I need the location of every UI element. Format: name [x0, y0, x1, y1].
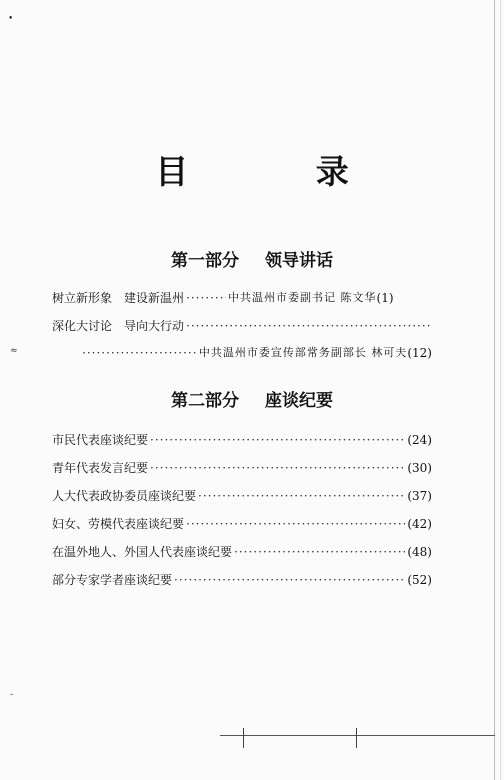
leader-dots [150, 460, 405, 476]
leader-dots [82, 345, 197, 361]
toc-entry[interactable] [52, 488, 432, 504]
leader-dots [234, 544, 405, 560]
entry-page: (42) [407, 517, 432, 531]
entry-page: (48) [407, 545, 432, 559]
scan-speck: • [8, 14, 14, 24]
entry-title: 树立新形象 建设新温州 [52, 291, 185, 305]
entry-title: 人大代表政协委员座谈纪要 [52, 489, 197, 503]
entry-page: (37) [407, 489, 432, 503]
toc-entry-continuation[interactable] [80, 345, 432, 361]
section-heading-1 [0, 246, 504, 271]
toc-entry[interactable] [52, 572, 432, 588]
entry-page: (52) [407, 573, 432, 587]
toc-entry[interactable] [52, 516, 432, 532]
toc-entry[interactable] [52, 544, 432, 560]
leader-dots [198, 488, 405, 504]
section-heading-2 [0, 386, 504, 411]
entry-page: (24) [407, 433, 432, 447]
entry-title: 青年代表发言纪要 [52, 461, 149, 475]
entry-title: 在温外地人、外国人代表座谈纪要 [52, 545, 233, 559]
entry-page: (30) [407, 461, 432, 475]
section-name: 座谈纪要 [265, 391, 333, 411]
toc-entry[interactable] [52, 460, 432, 476]
bottom-rule [220, 735, 495, 736]
section-part: 第二部分 [171, 391, 239, 411]
scan-speck: - [10, 690, 14, 700]
crop-mark [356, 728, 357, 748]
leader-dots [186, 290, 226, 306]
entry-author: 中共温州市委副书记 陈文华 [228, 291, 377, 304]
entry-title: 部分专家学者座谈纪要 [52, 573, 173, 587]
leader-dots [174, 572, 405, 588]
entry-title: 妇女、劳模代表座谈纪要 [52, 517, 185, 531]
section-name: 领导讲话 [265, 251, 333, 271]
entry-title: 深化大讨论 导向大行动 [52, 319, 185, 333]
crop-mark [243, 728, 244, 748]
page-title: 目 录 [155, 152, 407, 191]
toc-entry[interactable] [52, 318, 432, 334]
entry-page: (12) [407, 346, 432, 360]
leader-dots [186, 318, 430, 334]
section-part: 第一部分 [171, 251, 239, 271]
toc-entry[interactable] [52, 432, 432, 448]
entry-author: 中共温州市委宣传部常务副部长 林可夫 [198, 346, 408, 359]
scan-speck: ≈ [10, 346, 18, 356]
leader-dots [150, 432, 405, 448]
entry-page: (1) [376, 291, 394, 305]
toc-entry[interactable] [52, 290, 432, 306]
entry-title: 市民代表座谈纪要 [52, 433, 149, 447]
leader-dots [186, 516, 405, 532]
